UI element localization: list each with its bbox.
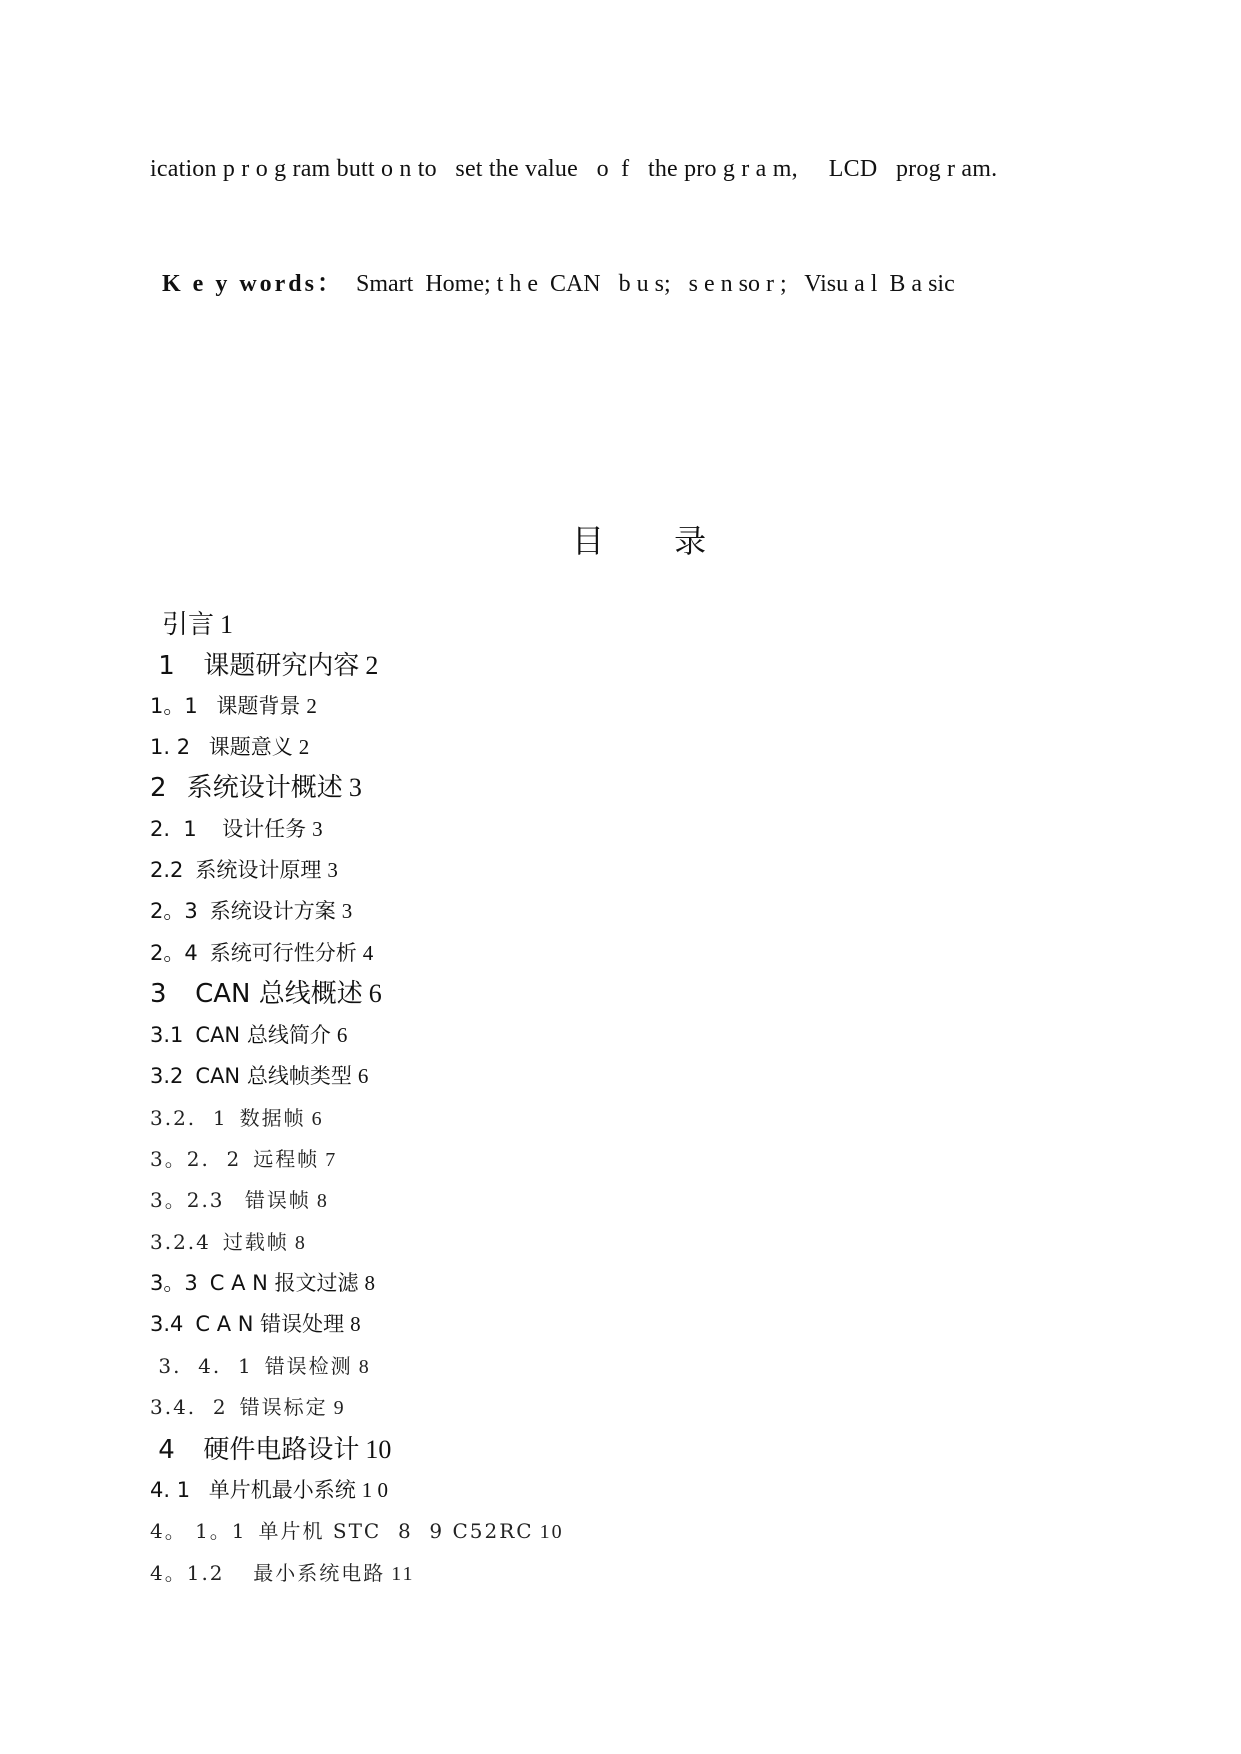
toc-entry-number: 2。4 [150, 941, 198, 965]
toc-entry-page: 8 [364, 1271, 375, 1295]
toc-entry-title: 引言 [162, 610, 215, 640]
toc-entry-page: 9 [333, 1397, 346, 1419]
toc-entry-title: 错误帧 [236, 1188, 311, 1212]
toc-entry[interactable] [150, 1308, 361, 1338]
toc-entry[interactable] [150, 1143, 337, 1172]
toc-entry-number: 3.2. 1 [150, 1106, 228, 1130]
toc-entry-title: 单片机 STC 8 9 C52RC [258, 1519, 534, 1543]
toc-entry-page: 3 [341, 899, 353, 923]
toc-entry-page: 6 [368, 979, 382, 1008]
toc-entry-title: 课题背景 [209, 694, 301, 718]
toc-entry-page: 8 [294, 1232, 307, 1254]
toc-entry[interactable] [150, 937, 373, 967]
toc-entry-title: 错误标定 [239, 1395, 328, 1419]
toc-entry-page: 10 [539, 1521, 564, 1543]
toc-entry[interactable] [150, 767, 362, 804]
toc-entry-number: 2. 1 [150, 817, 197, 841]
toc-entry-page: 8 [350, 1312, 361, 1336]
toc-entry-title: 系统设计概述 [178, 773, 343, 803]
toc-entry-title: CAN 总线概述 [178, 979, 363, 1009]
toc-entry-title: 过载帧 [222, 1230, 289, 1254]
toc-entry-number: 3。2. 2 [150, 1147, 242, 1171]
toc-entry[interactable] [150, 1557, 415, 1586]
abstract-last-line: ication p r o g ram butt o n to set the value o f the pro g r a m, LCD prog r am. [150, 156, 998, 182]
toc-entry-title: 最小系统电路 [236, 1561, 386, 1585]
toc-entry-number: 4 [150, 1435, 175, 1465]
keywords-line [150, 236, 955, 298]
toc-entry-number: 2 [150, 773, 167, 803]
toc-entry[interactable] [150, 1226, 307, 1255]
toc-entry-title: 课题意义 [202, 735, 293, 759]
toc-entry-title: CAN 总线简介 [195, 1023, 331, 1047]
toc-entry-title: 单片机最小系统 [202, 1478, 356, 1502]
toc-entry-page: 1 0 [361, 1478, 389, 1502]
toc-entry[interactable] [150, 854, 338, 884]
toc-entry-title: 系统可行性分析 [209, 941, 357, 965]
keywords-text: Smart Home; t h e CAN b u s; s e n so r ; Visu a l B a sic [344, 271, 955, 297]
toc-entry[interactable] [150, 1267, 375, 1297]
toc-entry-title: 数据帧 [239, 1106, 306, 1130]
toc-entry-number: 2.2 [150, 858, 184, 882]
toc-entry-page: 1 [220, 610, 234, 639]
toc-entry[interactable] [150, 1391, 346, 1420]
toc-entry-page: 2 [365, 651, 379, 680]
toc-entry[interactable] [150, 1429, 391, 1466]
toc-entry-title: 课题研究内容 [186, 651, 360, 681]
toc-entry-title: 设计任务 [208, 817, 307, 841]
toc-entry-number: 3 [150, 979, 167, 1009]
toc-entry[interactable] [150, 690, 317, 720]
toc-entry-number: 3。2.3 [150, 1188, 225, 1212]
toc-entry-page: 3 [348, 773, 362, 802]
toc-entry-number: 1. 2 [150, 735, 191, 759]
toc-entry[interactable] [150, 604, 233, 641]
toc-entry-number: 1 [150, 651, 175, 681]
toc-entry-number: 2。3 [150, 899, 198, 923]
toc-entry[interactable] [150, 1019, 347, 1049]
toc-entry[interactable] [150, 1350, 371, 1379]
toc-entry-title: 系统设计方案 [209, 899, 336, 923]
toc-entry-page: 3 [327, 858, 338, 882]
toc-entry-number: 4。 1。1 [150, 1519, 247, 1543]
toc-entry-number: 3.4 [150, 1312, 184, 1336]
toc-entry-page: 6 [336, 1023, 348, 1047]
toc-entry-number: 3. 4. 1 [150, 1354, 253, 1378]
toc-entry-number: 3.4. 2 [150, 1395, 228, 1419]
toc-entry[interactable] [150, 973, 382, 1010]
toc-entry-number: 3.1 [150, 1023, 184, 1047]
toc-entry-page: 8 [316, 1190, 329, 1212]
toc-entry-number: 3。3 [150, 1271, 198, 1295]
toc-entry-page: 2 [298, 735, 310, 759]
toc-entry[interactable] [150, 1102, 324, 1131]
toc-entry-title: C A N 报文过滤 [209, 1271, 359, 1295]
toc-entry[interactable] [150, 895, 352, 925]
toc-entry[interactable] [150, 1515, 564, 1544]
toc-entry-page: 2 [306, 694, 317, 718]
toc-entry[interactable] [150, 813, 323, 843]
toc-entry-number: 3.2.4 [150, 1230, 211, 1254]
toc-entry[interactable] [150, 645, 378, 682]
toc-entry-page: 7 [325, 1149, 338, 1171]
toc-entry-title: 硬件电路设计 [186, 1435, 360, 1465]
toc-entry-title: 远程帧 [253, 1147, 320, 1171]
toc-entry-number: 3.2 [150, 1064, 184, 1088]
toc-entry-page: 6 [357, 1064, 369, 1088]
toc-entry[interactable] [150, 1060, 368, 1090]
toc-entry[interactable] [150, 1474, 388, 1504]
toc-title: 目 录 [572, 522, 737, 560]
toc-entry-number: 4。1.2 [150, 1561, 225, 1585]
toc-entry-page: 10 [365, 1435, 392, 1464]
toc-entry-page: 11 [391, 1563, 415, 1585]
toc-entry-page: 4 [362, 941, 374, 965]
keywords-label: K e y words： [162, 271, 344, 297]
toc-entry-title: C A N 错误处理 [195, 1312, 345, 1336]
toc-entry-page: 8 [358, 1356, 371, 1378]
toc-entry-page: 6 [311, 1108, 324, 1130]
toc-entry-title: 系统设计原理 [195, 858, 322, 882]
toc-entry-page: 3 [312, 817, 323, 841]
toc-entry[interactable] [150, 731, 309, 761]
toc-entry-number: 4. 1 [150, 1478, 191, 1502]
toc-entry-title: CAN 总线帧类型 [195, 1064, 352, 1088]
toc-entry[interactable] [150, 1184, 329, 1213]
toc-entry-number: 1。1 [150, 694, 198, 718]
toc-entry-title: 错误检测 [264, 1354, 353, 1378]
